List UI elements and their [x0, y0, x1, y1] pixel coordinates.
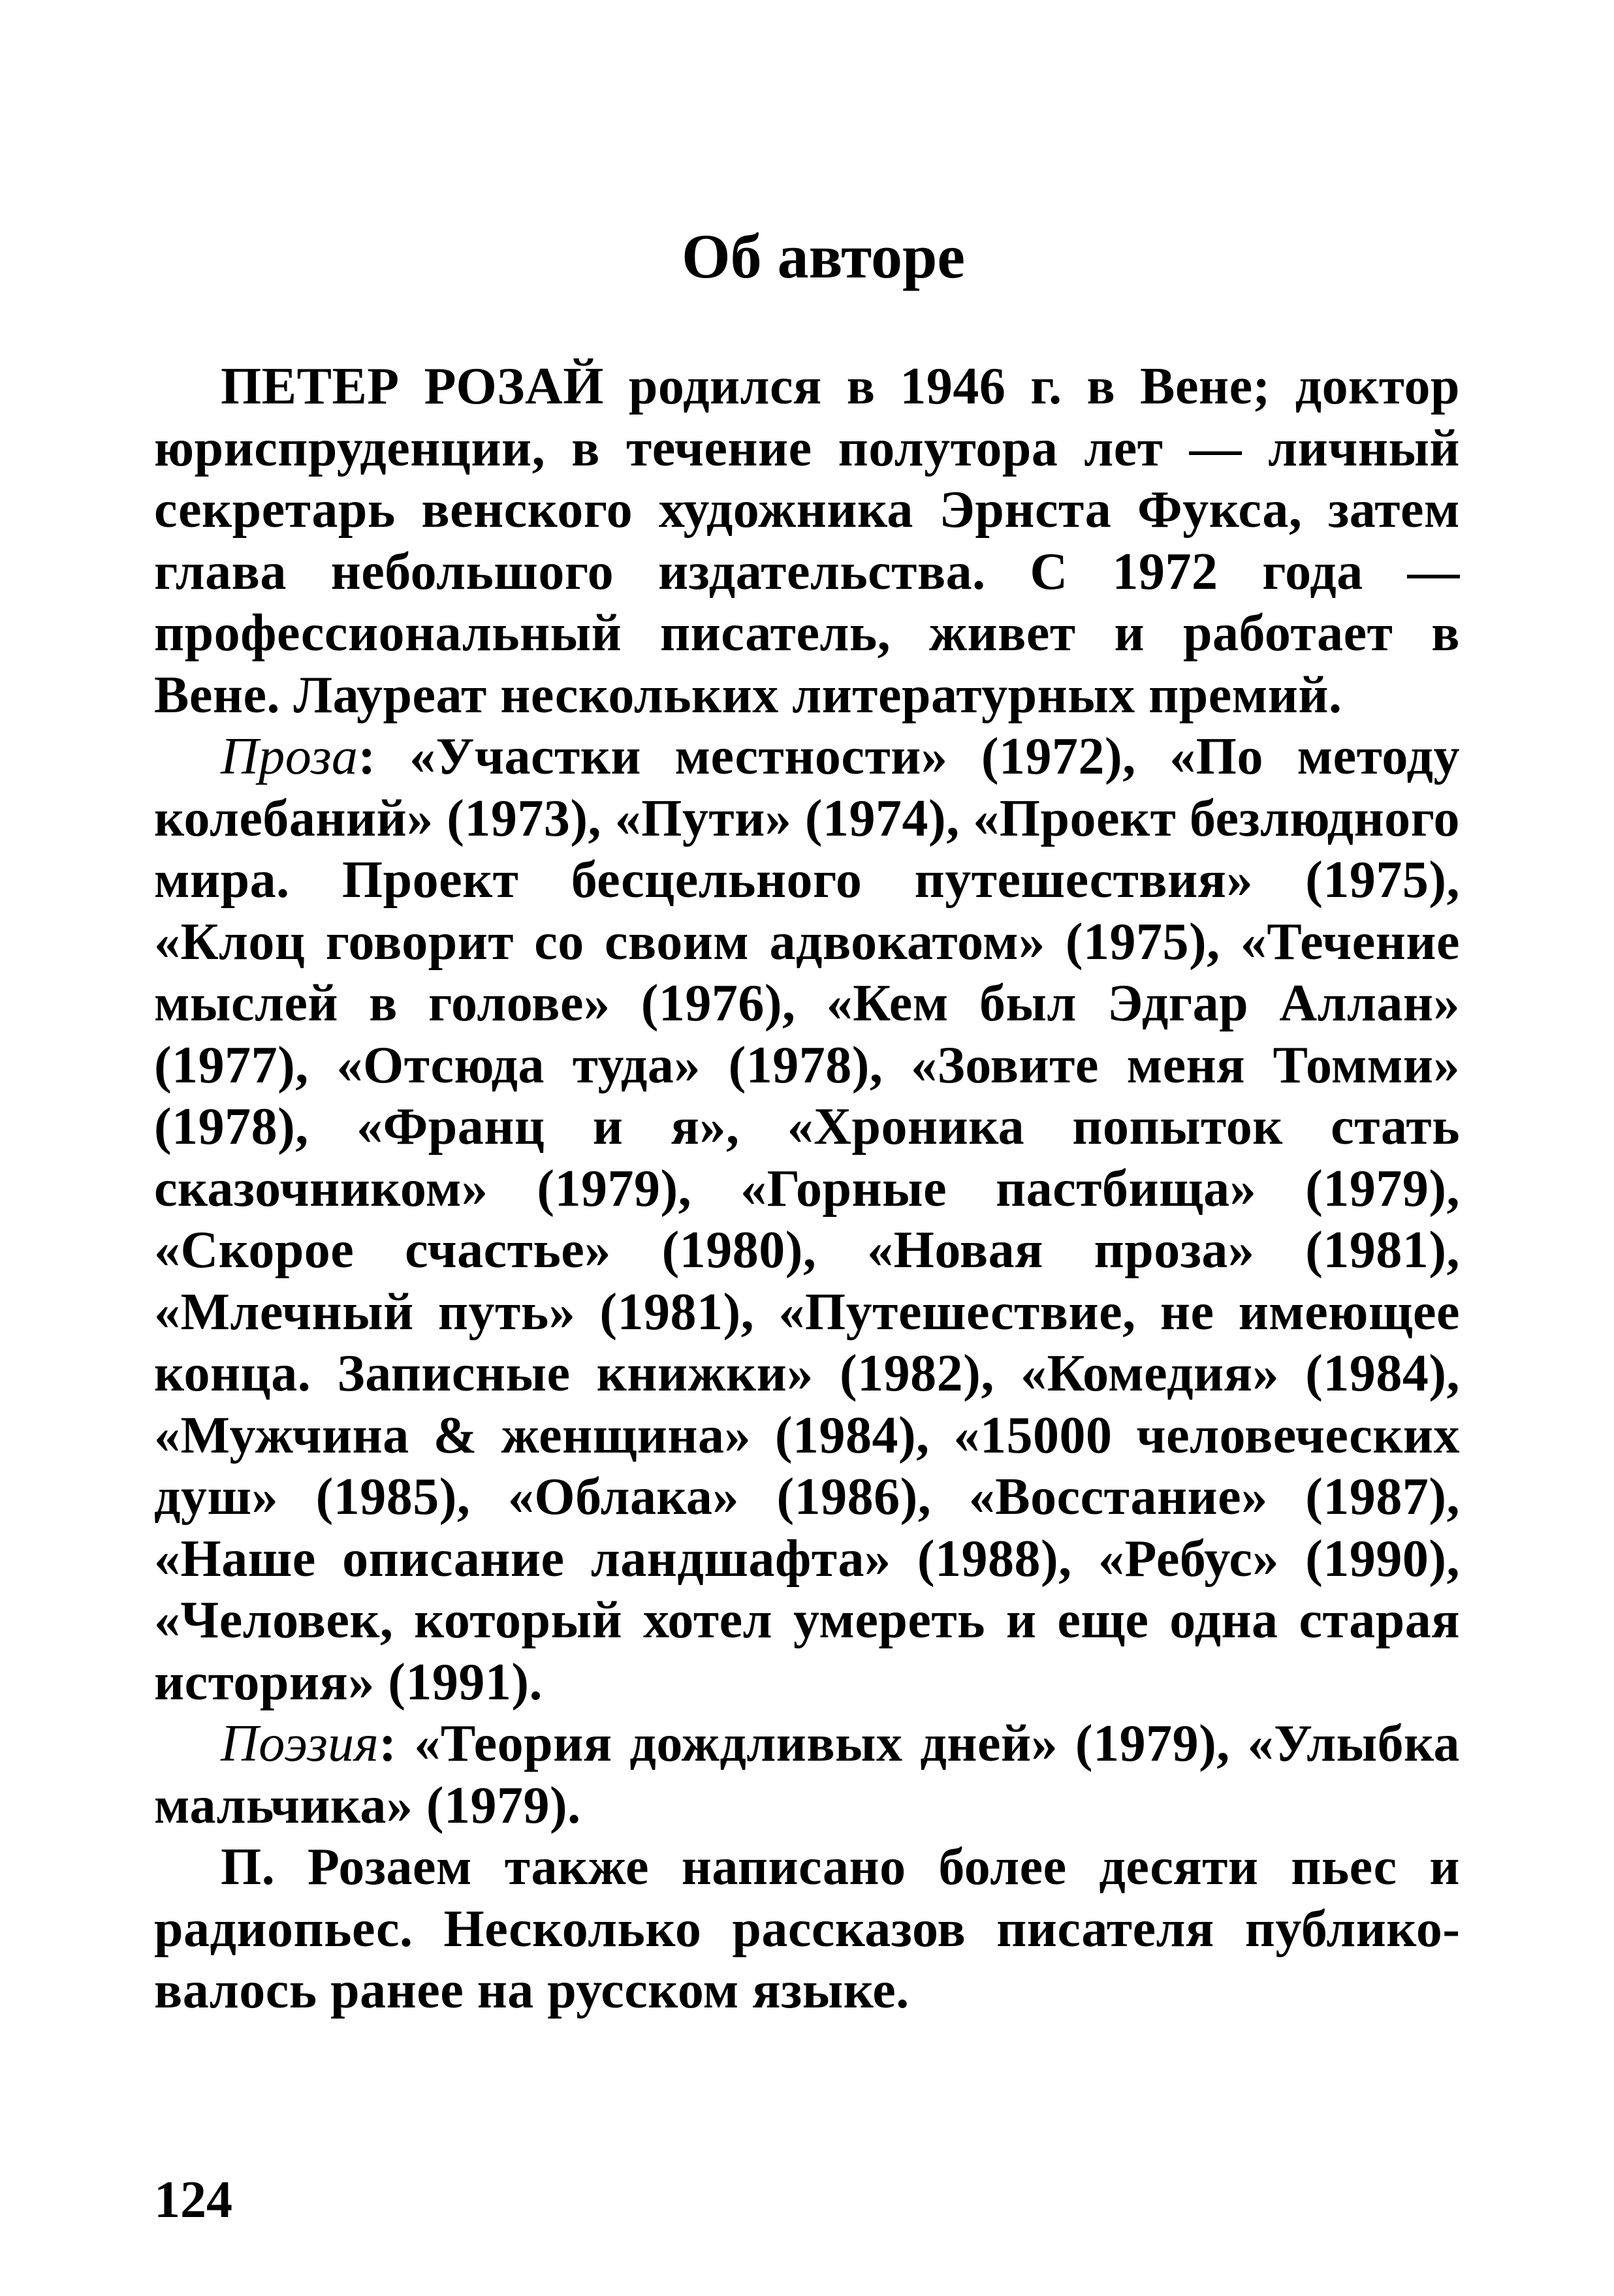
bio-paragraph	[154, 356, 1460, 726]
plays-paragraph	[154, 1836, 1460, 2022]
poetry-paragraph	[154, 1713, 1460, 1836]
page-number: 124	[154, 2171, 232, 2229]
poetry-text: : «Теория дождливых дней» (1979), «Улыбка мальчика» (1979).	[154, 1715, 1460, 1834]
page-title: Об авторе	[681, 221, 965, 291]
plays-text: П. Розаем также написано более десяти пьес и радиопьес. Несколько рассказов писателя публиковалось ранее на русском языке.	[154, 1838, 1460, 2019]
book-page	[154, 0, 1460, 2296]
body-text	[154, 356, 1460, 2022]
prose-label: Проза	[221, 728, 358, 785]
bio-text: ПЕТЕР РОЗАЙ родился в 1946 г. в Вене; доктор юриспруденции, в течение полутора лет — личный секретарь венского художника Эрнста Фукса, затем глава небольшого издательства. С 1972 года — профессиональный писатель, живет и работает в Вене. Лауреат нескольких литературных премий.	[154, 358, 1460, 724]
prose-text: : «Участки местности» (1972), «По методу колебаний» (1973), «Пути» (1974), «Проект безлюдного мира. Проект бесцельного путешествия» (1975), «Клоц говорит со своим адвокатом» (1975), «Течение мыслей в голове» (1976), «Кем был Эдгар Аллан» (1977), «Отсюда туда» (1978), «Зовите меня Томми» (1978), «Франц и я», «Хроника попыток стать сказочником» (1979), «Горные пастбища» (1979), «Скорое счастье» (1980), «Новая проза» (1981), «Млечный путь» (1981), «Путешествие, не имеющее конца. Записные книжки» (1982), «Комедия» (1984), «Мужчина & женщина» (1984), «15000 человеческих душ» (1985), «Облака» (1986), «Восстание» (1987), «Наше описание ландшафта» (1988), «Ребус» (1990), «Человек, который хотел умереть и еще одна старая история» (1991).	[154, 728, 1460, 1711]
poetry-label: Поэзия	[221, 1715, 379, 1772]
prose-paragraph	[154, 726, 1460, 1713]
